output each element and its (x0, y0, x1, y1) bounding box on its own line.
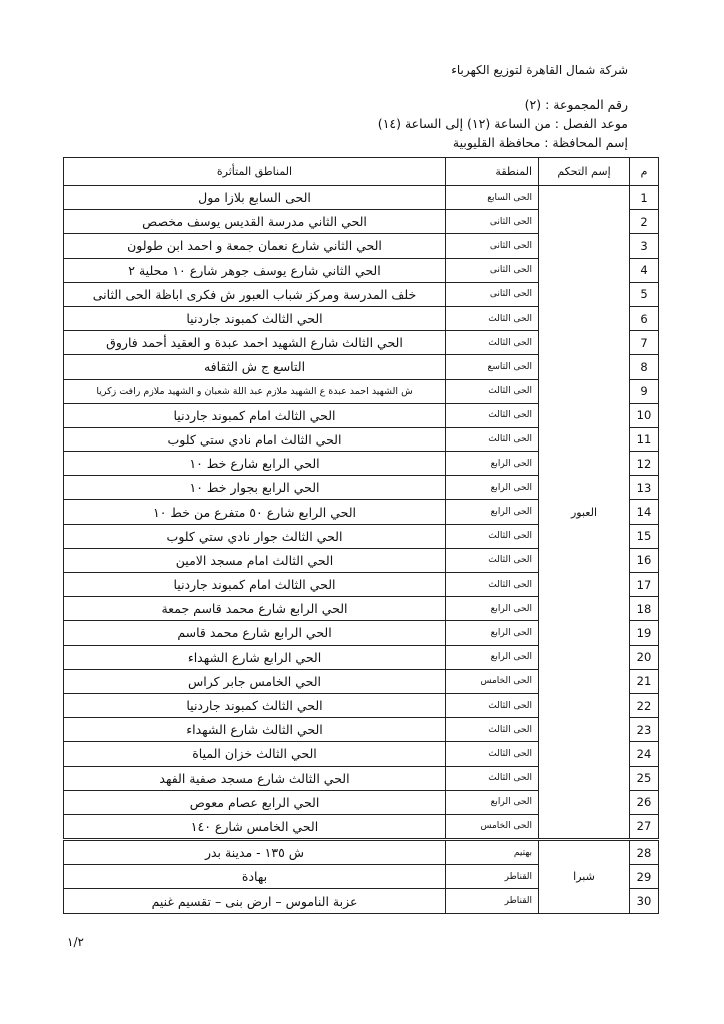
table-row (64, 840, 659, 865)
zone-name: الحى الثانى (446, 210, 539, 234)
control-name: شبرا (539, 840, 630, 914)
affected-area: الحي الثالث كمبوند جاردنيا (64, 306, 446, 330)
row-number: 25 (630, 766, 659, 790)
control-name: العبور (539, 186, 630, 840)
zone-name: الحى السابع (446, 186, 539, 210)
affected-area: الحي الرابع شارع محمد قاسم جمعة (64, 597, 446, 621)
zone-name: الحى الثالث (446, 427, 539, 451)
affected-area: الحي الخامس جابر كراس (64, 669, 446, 693)
affected-area: الحي الثاني شارع نعمان جمعة و احمد ابن طولون (64, 234, 446, 258)
zone-name: الحى الثالث (446, 548, 539, 572)
row-number: 23 (630, 718, 659, 742)
affected-area: الحي الرابع بجوار خط ١٠ (64, 476, 446, 500)
header-number: م (630, 158, 659, 186)
row-number: 15 (630, 524, 659, 548)
affected-area: الحي الثالث امام مسجد الامين (64, 548, 446, 572)
zone-name: الحى الرابع (446, 500, 539, 524)
affected-area: الحي الثالث امام نادي ستي كلوب (64, 427, 446, 451)
affected-area: بهادة (64, 865, 446, 889)
zone-name: الحى الثالث (446, 306, 539, 330)
affected-area: الحي الثالث امام كمبوند جاردنيا (64, 573, 446, 597)
row-number: 5 (630, 282, 659, 306)
zone-name: الحى الثانى (446, 234, 539, 258)
header-areas: المناطق المتأثرة (64, 158, 446, 186)
zone-name: الحى الثالث (446, 379, 539, 403)
zone-name: الحى الثالث (446, 766, 539, 790)
zone-name: الحى الثانى (446, 282, 539, 306)
row-number: 28 (630, 840, 659, 865)
affected-area: الحي الرابع شارع ٥٠ متفرع من خط ١٠ (64, 500, 446, 524)
zone-name: الحى الخامس (446, 669, 539, 693)
row-number: 29 (630, 865, 659, 889)
zone-name: الحى الرابع (446, 597, 539, 621)
row-number: 9 (630, 379, 659, 403)
zone-name: الحى الثالث (446, 693, 539, 717)
row-number: 30 (630, 889, 659, 913)
affected-area: الحي الثالث خزان المياة (64, 742, 446, 766)
affected-area: خلف المدرسة ومركز شباب العبور ش فكرى اباظة الحى الثانى (64, 282, 446, 306)
header-zone: المنطقة (446, 158, 539, 186)
affected-area: الحي الخامس شارع ١٤٠ (64, 814, 446, 839)
affected-area: التاسع ج ش الثقافه (64, 355, 446, 379)
row-number: 18 (630, 597, 659, 621)
zone-name: الحى الثالث (446, 573, 539, 597)
row-number: 10 (630, 403, 659, 427)
row-number: 13 (630, 476, 659, 500)
zone-name: الحى الثالث (446, 403, 539, 427)
affected-area: الحى السابع بلازا مول (64, 186, 446, 210)
zone-name: الحى الرابع (446, 790, 539, 814)
affected-area: الحي الثاني مدرسة القديس يوسف مخصص (64, 210, 446, 234)
row-number: 21 (630, 669, 659, 693)
zone-name: القناطر (446, 889, 539, 913)
table-body (64, 186, 659, 914)
row-number: 19 (630, 621, 659, 645)
row-number: 6 (630, 306, 659, 330)
row-number: 7 (630, 331, 659, 355)
row-number: 17 (630, 573, 659, 597)
cut-time: موعد الفصل : من الساعة (١٢) إلى الساعة (١٤) (377, 116, 628, 131)
zone-name: الحى الرابع (446, 476, 539, 500)
row-number: 16 (630, 548, 659, 572)
row-number: 24 (630, 742, 659, 766)
row-number: 11 (630, 427, 659, 451)
governorate-name: إسم المحافظة : محافظة القليوبية (452, 135, 628, 150)
zone-name: الحى الثالث (446, 524, 539, 548)
row-number: 20 (630, 645, 659, 669)
row-number: 26 (630, 790, 659, 814)
affected-area: الحي الثالث شارع الشهيد احمد عبدة و العقيد أحمد فاروق (64, 331, 446, 355)
affected-area: الحي الرابع شارع الشهداء (64, 645, 446, 669)
header-control: إسم التحكم (539, 158, 630, 186)
zone-name: الحى الرابع (446, 452, 539, 476)
zone-name: الحى الرابع (446, 621, 539, 645)
row-number: 8 (630, 355, 659, 379)
affected-area: الحي الثالث شارع الشهداء (64, 718, 446, 742)
page-number: ١/٢ (67, 935, 84, 949)
row-number: 3 (630, 234, 659, 258)
zone-name: الحى الثالث (446, 742, 539, 766)
zone-name: الحى الرابع (446, 645, 539, 669)
row-number: 22 (630, 693, 659, 717)
row-number: 4 (630, 258, 659, 282)
outage-schedule-table (63, 157, 659, 914)
zone-name: الحى الخامس (446, 814, 539, 839)
affected-area: الحي الثالث جوار نادي ستي كلوب (64, 524, 446, 548)
zone-name: الحى التاسع (446, 355, 539, 379)
affected-area: ش الشهيد احمد عبدة ع الشهيد ملازم عبد اللة شعبان و الشهيد ملازم رافت زكريا (64, 379, 446, 403)
affected-area: الحي الثالث كمبوند جاردنيا (64, 693, 446, 717)
affected-area: الحي الرابع عصام معوص (64, 790, 446, 814)
affected-area: الحي الرابع شارع محمد قاسم (64, 621, 446, 645)
table-header-row (64, 158, 659, 186)
affected-area: الحي الثالث شارع مسجد صفية الفهد (64, 766, 446, 790)
company-name: شركة شمال القاهرة لتوزيع الكهرباء (451, 63, 628, 77)
affected-area: عزبة الناموس – ارض بنى – تقسيم غنيم (64, 889, 446, 913)
affected-area: الحي الرابع شارع خط ١٠ (64, 452, 446, 476)
group-number: رقم المجموعة : (٢) (524, 97, 628, 112)
row-number: 27 (630, 814, 659, 839)
affected-area: الحي الثالث امام كمبوند جاردنيا (64, 403, 446, 427)
affected-area: ش ١٣٥ - مدينة بدر (64, 840, 446, 865)
row-number: 14 (630, 500, 659, 524)
zone-name: الحى الثالث (446, 718, 539, 742)
row-number: 12 (630, 452, 659, 476)
row-number: 1 (630, 186, 659, 210)
zone-name: بهتيم (446, 840, 539, 865)
row-number: 2 (630, 210, 659, 234)
zone-name: الحى الثالث (446, 331, 539, 355)
affected-area: الحي الثاني شارع يوسف جوهر شارع ١٠ محلية ٢ (64, 258, 446, 282)
zone-name: القناطر (446, 865, 539, 889)
zone-name: الحى الثانى (446, 258, 539, 282)
table-row (64, 186, 659, 210)
